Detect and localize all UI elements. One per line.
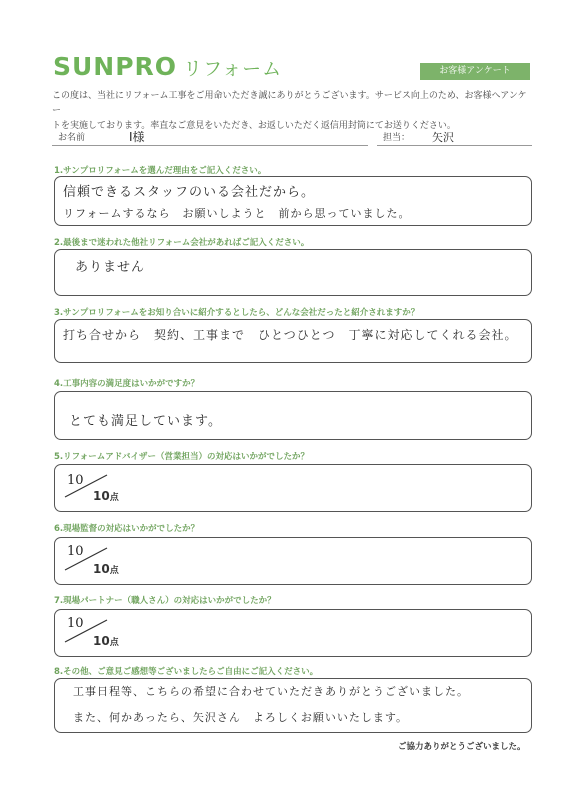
- question-5-label: 5.リフォームアドバイザー（営業担当）の対応はいかがでしたか？: [54, 452, 310, 462]
- question-4-answer-box: [54, 391, 532, 440]
- question-7-answer-box: [54, 609, 532, 657]
- question-1-label: 1.サンプロリフォームを選んだ理由をご記入ください。: [54, 166, 267, 176]
- question-2-answer-box: [54, 249, 532, 296]
- question-8-answer-line-1: 工事日程等、こちらの希望に合わせていただきありがとうございました。: [73, 685, 469, 698]
- question-1-answer-line-2: リフォームするなら お願いしようと 前から思っていました。: [63, 207, 411, 220]
- question-8-answer-line-2: また、何かあったら、矢沢さん よろしくお願いいたします。: [73, 711, 409, 724]
- question-6-unit: 点: [109, 566, 119, 576]
- representative-label: 担当：: [383, 133, 411, 143]
- question-7-label: 7.現場パートナー（職人さん）の対応はいかがでしたか？: [54, 596, 276, 606]
- question-2-label: 2.最後まで迷われた他社リフォーム会社があればご記入ください。: [54, 238, 310, 248]
- customer-name-label: お名前: [58, 133, 86, 143]
- question-4-label: 4.工事内容の満足度はいかがですか？: [54, 379, 200, 389]
- question-8-label: 8.その他、ご意見ご感想等ございましたらご自由にご記入ください。: [54, 667, 319, 677]
- question-7-total: [93, 634, 119, 648]
- question-5-answer-box: [54, 464, 532, 512]
- question-1-answer-box: [54, 176, 532, 226]
- question-3-answer-box: [54, 319, 532, 363]
- question-6-total: [93, 562, 119, 576]
- question-7-unit: 点: [109, 638, 119, 648]
- intro-line-2: トを実施しております。率直なご意見をいただき、お返しいただく返信用封筒にてお送りください。: [52, 121, 456, 131]
- question-3-label: 3.サンプロリフォームをお知り合いに紹介するとしたら、どんな会社だったと紹介されますか？: [54, 308, 420, 318]
- question-6-total-value: 10: [93, 562, 110, 576]
- question-2-answer-line-1: ありません: [75, 260, 146, 275]
- question-6-label: 6.現場監督の対応はいかがでしたか？: [54, 524, 200, 534]
- question-8-answer-box: [54, 678, 532, 733]
- logo-sunpro-text: SUNPRO: [53, 52, 178, 81]
- question-4-answer-line-1: とても満足しています。: [69, 414, 222, 429]
- survey-badge: お客様アンケート: [420, 63, 530, 80]
- question-5-total-value: 10: [93, 489, 110, 503]
- question-7-total-value: 10: [93, 634, 110, 648]
- customer-name-value: I様: [129, 130, 145, 144]
- question-7-score: 10: [67, 616, 84, 631]
- question-6-score: 10: [67, 544, 84, 559]
- question-1-answer-line-1: 信頼できるスタッフのいる会社だから。: [63, 185, 316, 200]
- question-5-score: 10: [67, 473, 84, 488]
- representative-value: 矢沢: [432, 130, 455, 144]
- question-5-unit: 点: [109, 493, 119, 503]
- footer-thanks: ご協力ありがとうございました。: [398, 742, 526, 752]
- question-6-answer-box: [54, 537, 532, 585]
- customer-name-field: [52, 128, 368, 146]
- representative-field: [377, 128, 532, 146]
- intro-line-1: この度は、当社にリフォーム工事をご用命いただき誠にありがとうございます。サービス向上のため、お客様へアンケー: [52, 91, 527, 116]
- logo-reform-text: リフォーム: [183, 58, 283, 80]
- brand-logo: [53, 52, 282, 81]
- question-3-answer-line-1: 打ち合せから 契約、工事まで ひとつひとつ 丁寧に対応してくれる会社。: [63, 328, 518, 342]
- question-5-total: [93, 489, 119, 503]
